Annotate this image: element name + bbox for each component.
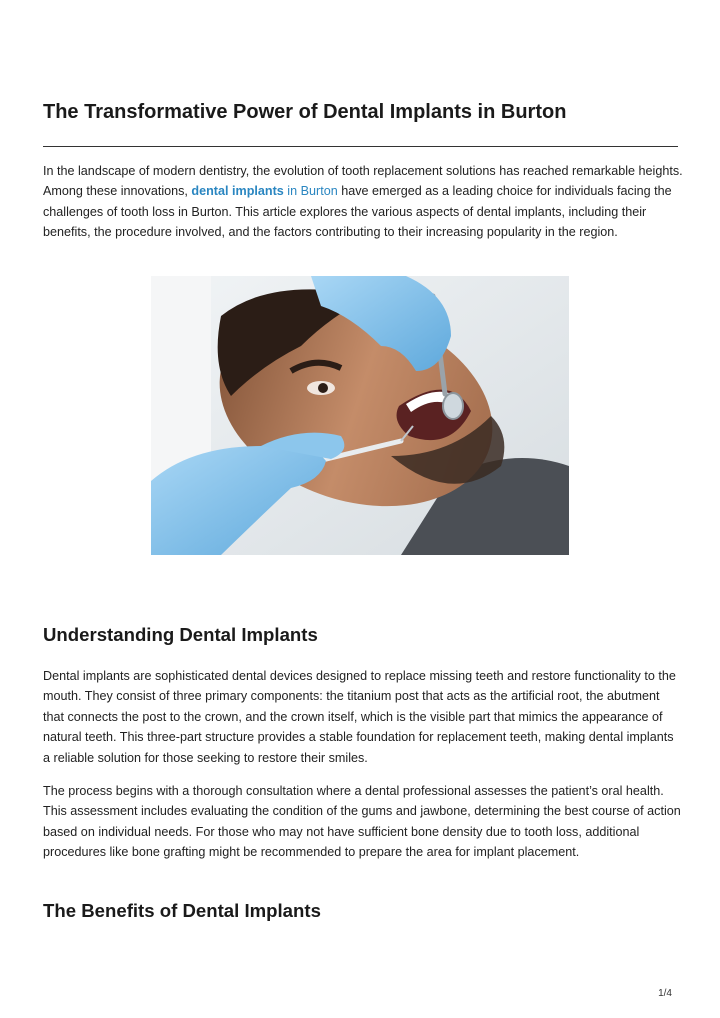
dental-patient-photo xyxy=(151,276,569,555)
understanding-paragraph-1: Dental implants are sophisticated dental devices designed to replace missing teeth and restore functionality to the mouth. They consist of three primary components: the titanium post that acts as the artificial root, the abutment that connects the post to the crown, and the crown itself, which is the visible part that mimics the appearance of natural teeth. This three-part structure provides a stable foundation for replacement teeth, making dental implants a reliable solution for those seeking to restore their smiles. xyxy=(43,669,676,765)
dental-implants-link[interactable] xyxy=(191,184,337,198)
section-heading-understanding: Understanding Dental Implants xyxy=(43,624,318,645)
intro-text-before: In the landscape of modern dentistry, the evolution of tooth replacement solutions has reached remarkable heights. Among these innovations, xyxy=(43,164,683,199)
intro-text-after: have emerged as a leading choice for individuals facing the challenges of tooth loss in Burton. This article explores the various aspects of dental implants, including their benefits, the procedure involved, and the factors contributing to their increasing popularity in the region. xyxy=(43,184,672,240)
intro-paragraph xyxy=(43,161,683,243)
page-number: 1/4 xyxy=(658,988,672,999)
section-heading-benefits: The Benefits of Dental Implants xyxy=(43,900,321,921)
dental-implants-link-rest: in Burton xyxy=(283,184,338,199)
dental-implants-link-bold: dental implants xyxy=(191,184,284,199)
understanding-paragraph-2: The process begins with a thorough consultation where a dental professional assesses the patient’s oral health. This assessment includes evaluating the condition of the gums and jawbone, determining the best course of action based on individual needs. For those who may not have sufficient bone density due to tooth loss, additional procedures like bone grafting might be recommended to prepare the area for implant placement. xyxy=(43,784,681,860)
title-divider xyxy=(43,146,678,147)
article-title: The Transformative Power of Dental Implants in Burton xyxy=(43,101,567,123)
